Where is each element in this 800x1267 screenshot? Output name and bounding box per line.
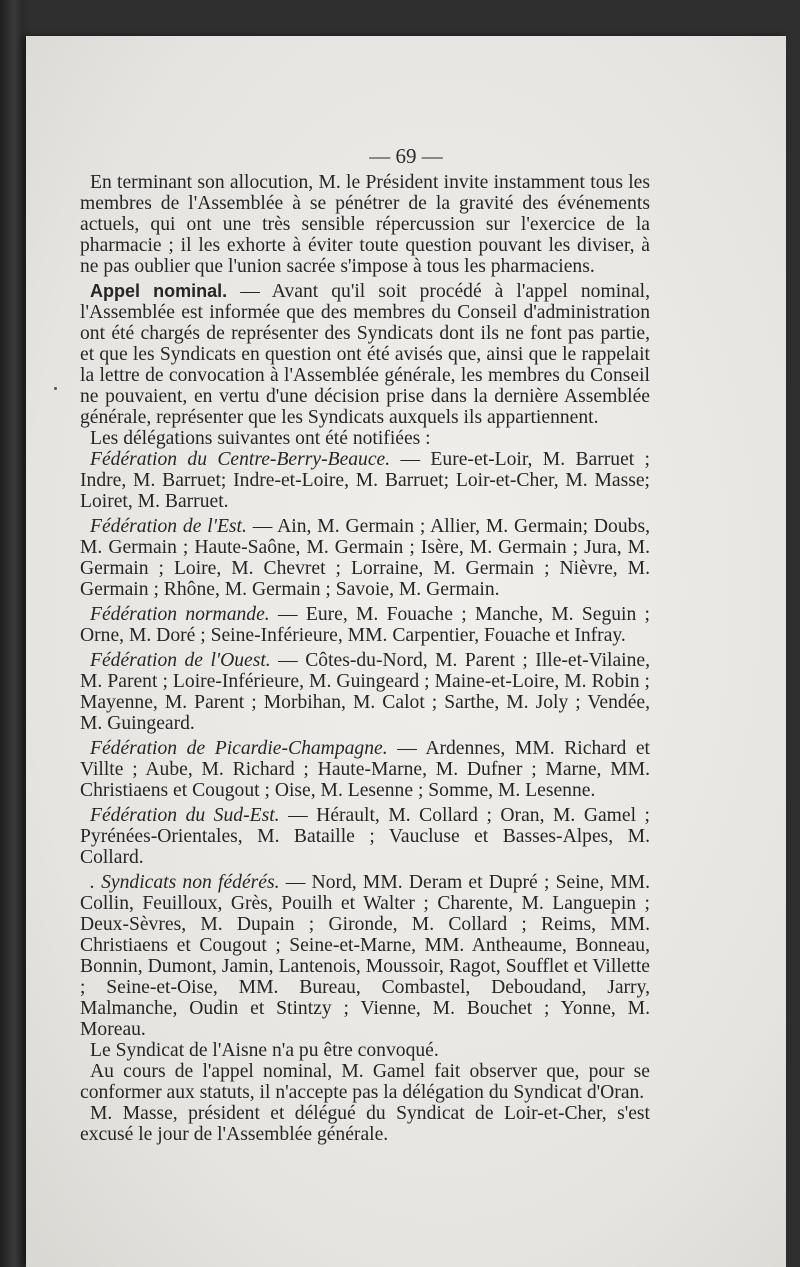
paragraph-federation-centre	[80, 449, 650, 512]
paragraph-federation-normande	[80, 604, 650, 646]
body-text	[80, 172, 650, 1145]
federation-heading: Fédération du Sud-Est.	[90, 805, 280, 826]
paragraph-text: — Ardennes, MM. Richard et Villte ; Aube, M. Richard ; Haute-Marne, M. Dufner ; Marne, MM. Christiaens et Cougout ; Oise, M. Lesenne ; Somme, M. Lesenne.	[80, 738, 651, 801]
federation-heading: . Syndicats non fédérés.	[90, 872, 280, 893]
paragraph-text: — Eure, M. Fouache ; Manche, M. Seguin ; Orne, M. Doré ; Seine-Inférieure, MM. Carpentier, Fouache et Infray.	[80, 604, 650, 646]
page-sheet	[26, 36, 786, 1267]
paragraph-federation-ouest	[80, 650, 650, 734]
federation-heading: Fédération de l'Ouest.	[90, 650, 271, 671]
paragraph-aisne: Le Syndicat de l'Aisne n'a pu être convoqué.	[90, 1040, 439, 1061]
paragraph-federation-est	[80, 516, 650, 600]
page-number: — 69 —	[369, 144, 443, 168]
paragraph-appel-nominal	[80, 281, 650, 428]
federation-heading: Fédération normande.	[90, 604, 270, 625]
paragraph-text: — Ain, M. Germain ; Allier, M. Germain; Doubs, M. Germain ; Haute-Saône, M. Germain ; Isère, M. Germain ; Jura, M. Germain ; Loire, M. Chevret ; Lorraine, M. Germain ; Nièvre, M. Germain ; Rhône, M. Germain ; Savoie, M. Germain.	[80, 516, 650, 600]
federation-heading: Fédération du Centre-Berry-Beauce.	[90, 449, 391, 470]
paragraph-text: — Côtes-du-Nord, M. Parent ; Ille-et-Vilaine, M. Parent ; Loire-Inférieure, M. Guingeard ; Maine-et-Loire, M. Robin ; Mayenne, M. Parent ; Morbihan, M. Calot ; Sarthe, M. Joly ; Vendée, M. Guingeard.	[80, 650, 650, 734]
paragraph-syndicats-non-federes	[80, 872, 650, 1040]
stray-mark	[54, 387, 57, 390]
paragraph-federation-picardie	[80, 738, 650, 801]
paragraph-gamel: Au cours de l'appel nominal, M. Gamel fait observer que, pour se conformer aux statuts, il n'accepte pas la délégation du Syndicat d'Oran.	[80, 1061, 650, 1103]
paragraph-text: — Hérault, M. Collard ; Oran, M. Gamel ; Pyrénées-Orientales, M. Bataille ; Vaucluse et Basses-Alpes, M. Collard.	[80, 805, 650, 868]
paragraph-masse: M. Masse, président et délégué du Syndicat de Loir-et-Cher, s'est excusé le jour de l'Assemblée générale.	[80, 1103, 650, 1145]
paragraph-delegations-intro: Les délégations suivantes ont été notifiées :	[90, 428, 431, 449]
paragraph-text: — Eure-et-Loir, M. Barruet ; Indre, M. Barruet; Indre-et-Loire, M. Barruet; Loir-et-Cher, M. Masse; Loiret, M. Barruet.	[80, 449, 650, 512]
paragraph-allocution: En terminant son allocution, M. le Président invite instamment tous les membres de l'Assemblée à se pénétrer de la gravité des événements actuels, qui ont une très sensible répercussion sur l'exercice de la pharmacie ; il les exhorte à éviter toute question pouvant les diviser, à ne pas oublier que l'union sacrée s'impose à tous les pharmaciens.	[80, 172, 650, 277]
paragraph-text: — Avant qu'il soit procédé à l'appel nominal, l'Assemblée est informée que des membres du Conseil d'administration ont été chargés de représenter des Syndicats dont ils ne font pas partie, et que les Syndicats en question ont été avisés que, ainsi que le rappelait la lettre de convocation à l'Assemblée générale, les membres du Conseil ne pouvaient, en vertu d'une décision prise dans la dernière Assemblée générale, représenter que les Syndicats auxquels ils appartiennent.	[80, 281, 650, 428]
federation-heading: Fédération de Picardie-Champagne.	[90, 738, 388, 759]
federation-heading: Fédération de l'Est.	[90, 516, 247, 537]
paragraph-text: — Nord, MM. Deram et Dupré ; Seine, MM. Collin, Feuilloux, Grès, Pouilh et Walter ; Charente, M. Languepin ; Deux-Sèvres, M. Dupain ; Gironde, M. Collard ; Reims, MM. Christiaens et Cougout ; Seine-et-Marne, MM. Antheaume, Bonneau, Bonnin, Dumont, Jamin, Lantenois, Moussoir, Ragot, Soufflet et Villette ; Seine-et-Oise, MM. Bureau, Combastel, Deboudand, Jarry, Malmanche, Oudin et Stintzy ; Vienne, M. Bouchet ; Yonne, M. Moreau.	[80, 872, 650, 1040]
paragraph-federation-sud-est	[80, 805, 650, 868]
section-heading-appel-nominal: Appel nominal.	[90, 281, 228, 301]
